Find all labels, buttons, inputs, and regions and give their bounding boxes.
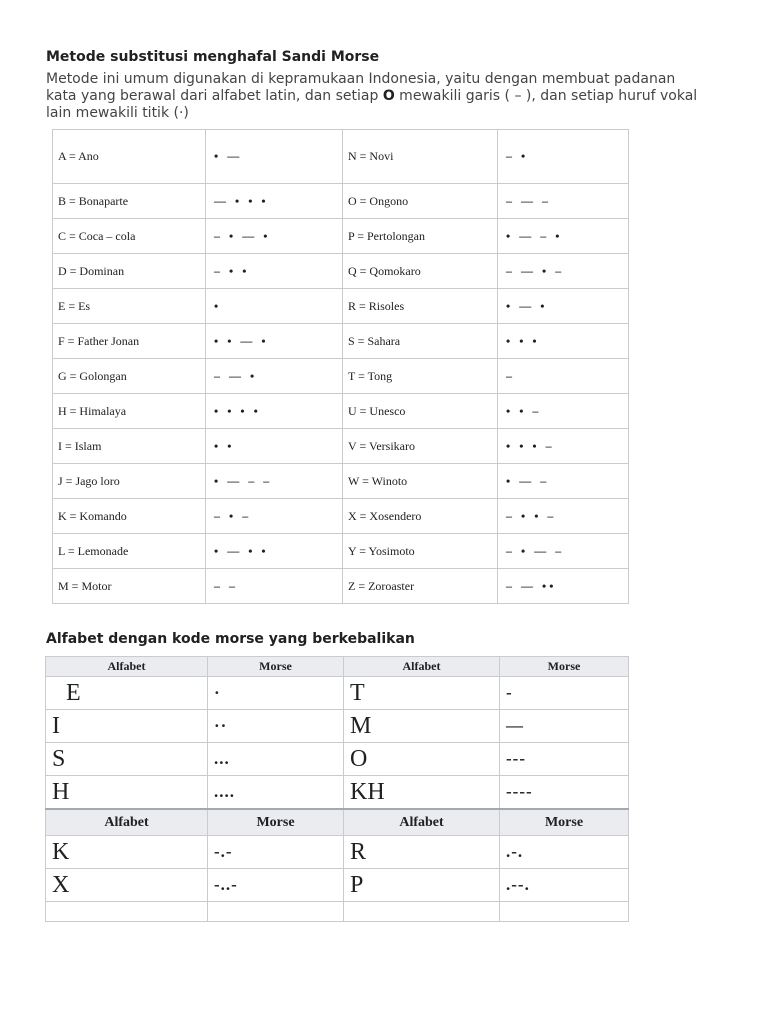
morse-code: – • — • <box>206 219 343 254</box>
morse-cell: .-. <box>500 836 629 869</box>
alphabet-cell: X <box>46 869 208 902</box>
letter-word: N = Novi <box>343 130 498 184</box>
header-morse: Morse <box>208 809 344 836</box>
morse-code: – – <box>206 569 343 604</box>
intro-paragraph <box>46 71 706 122</box>
morse-code: – — – <box>498 184 629 219</box>
morse-code: – <box>498 359 629 394</box>
table-row <box>53 569 629 604</box>
table-row <box>53 429 629 464</box>
alphabet-cell: P <box>344 869 500 902</box>
table-row <box>46 710 629 743</box>
header-alfabet: Alfabet <box>46 657 208 677</box>
alphabet-cell: M <box>344 710 500 743</box>
intro-bold-o: O <box>382 88 395 104</box>
alphabet-cell: H <box>46 776 208 810</box>
morse-cell: - <box>500 677 629 710</box>
table-row <box>53 499 629 534</box>
morse-code: – • • – <box>498 499 629 534</box>
morse-code: – — • <box>206 359 343 394</box>
table-row <box>53 130 629 184</box>
table-row <box>46 869 629 902</box>
table-row <box>53 219 629 254</box>
letter-word: T = Tong <box>343 359 498 394</box>
letter-word: L = Lemonade <box>53 534 206 569</box>
morse-cell: ---- <box>500 776 629 810</box>
alphabet-cell: T <box>344 677 500 710</box>
morse-code: – — • – <box>498 254 629 289</box>
morse-cell: .--. <box>500 869 629 902</box>
letter-word: C = Coca – cola <box>53 219 206 254</box>
letter-word: J = Jago loro <box>53 464 206 499</box>
table-row <box>46 677 629 710</box>
letter-word: U = Unesco <box>343 394 498 429</box>
letter-word: O = Ongono <box>343 184 498 219</box>
morse-code: – — •• <box>498 569 629 604</box>
section-title-substitution: Metode substitusi menghafal Sandi Morse <box>46 49 380 65</box>
empty-cell <box>344 902 500 922</box>
section-title-reverse: Alfabet dengan kode morse yang berkebalikan <box>46 631 415 647</box>
alphabet-cell: KH <box>344 776 500 810</box>
empty-cell <box>46 902 208 922</box>
letter-word: S = Sahara <box>343 324 498 359</box>
morse-code: • — • <box>498 289 629 324</box>
letter-word: M = Motor <box>53 569 206 604</box>
morse-code: • • • • <box>206 394 343 429</box>
header-morse: Morse <box>500 809 629 836</box>
letter-word: H = Himalaya <box>53 394 206 429</box>
morse-cell: .... <box>208 776 344 810</box>
letter-word: W = Winoto <box>343 464 498 499</box>
morse-code: • — – <box>498 464 629 499</box>
table-row <box>53 324 629 359</box>
alphabet-cell: R <box>344 836 500 869</box>
morse-code: • • • – <box>498 429 629 464</box>
alphabet-cell: S <box>46 743 208 776</box>
morse-code: • — – • <box>498 219 629 254</box>
header-alfabet: Alfabet <box>344 657 500 677</box>
morse-code: – • • <box>206 254 343 289</box>
letter-word: G = Golongan <box>53 359 206 394</box>
morse-cell: -.- <box>208 836 344 869</box>
morse-cell: -..- <box>208 869 344 902</box>
table-row <box>46 902 629 922</box>
letter-word: V = Versikaro <box>343 429 498 464</box>
letter-word: A = Ano <box>53 130 206 184</box>
morse-code: – • <box>498 130 629 184</box>
morse-cell: — <box>500 710 629 743</box>
substitution-table <box>52 129 629 604</box>
table-row <box>53 464 629 499</box>
morse-code: • — <box>206 130 343 184</box>
morse-code: • • – <box>498 394 629 429</box>
morse-code: • • <box>206 429 343 464</box>
morse-code: — • • • <box>206 184 343 219</box>
empty-cell <box>208 902 344 922</box>
morse-code: • — – – <box>206 464 343 499</box>
header-row <box>46 657 629 677</box>
letter-word: K = Komando <box>53 499 206 534</box>
intro-text-2: mewakili garis ( – ), dan setiap huruf vokal lain mewakili titik (·) <box>46 88 698 121</box>
morse-code: – • – <box>206 499 343 534</box>
header-morse: Morse <box>500 657 629 677</box>
letter-word: Z = Zoroaster <box>343 569 498 604</box>
reverse-morse-table <box>45 656 629 922</box>
alphabet-cell: I <box>46 710 208 743</box>
letter-word: Q = Qomokaro <box>343 254 498 289</box>
letter-word: I = Islam <box>53 429 206 464</box>
alphabet-cell: K <box>46 836 208 869</box>
alphabet-cell: O <box>344 743 500 776</box>
table-row <box>46 743 629 776</box>
table-row <box>53 184 629 219</box>
table-row <box>53 289 629 324</box>
intro-text-1: Metode ini umum digunakan di kepramukaan Indonesia, yaitu dengan membuat padanan kata yang berawal dari alfabet latin, dan setiap <box>46 71 676 104</box>
header-row <box>46 809 629 836</box>
header-alfabet: Alfabet <box>344 809 500 836</box>
letter-word: P = Pertolongan <box>343 219 498 254</box>
table-row <box>46 776 629 810</box>
table-row <box>53 394 629 429</box>
morse-cell: ... <box>208 743 344 776</box>
letter-word: R = Risoles <box>343 289 498 324</box>
letter-word: X = Xosendero <box>343 499 498 534</box>
header-alfabet: Alfabet <box>46 809 208 836</box>
table-row <box>53 254 629 289</box>
table-row <box>53 534 629 569</box>
morse-cell: · <box>208 677 344 710</box>
morse-cell: --- <box>500 743 629 776</box>
morse-code: • • • <box>498 324 629 359</box>
table-row <box>46 836 629 869</box>
letter-word: B = Bonaparte <box>53 184 206 219</box>
alphabet-cell: E <box>46 677 208 710</box>
letter-word: E = Es <box>53 289 206 324</box>
table-row <box>53 359 629 394</box>
header-morse: Morse <box>208 657 344 677</box>
morse-cell: ·· <box>208 710 344 743</box>
morse-code: • <box>206 289 343 324</box>
letter-word: F = Father Jonan <box>53 324 206 359</box>
morse-code: – • — – <box>498 534 629 569</box>
letter-word: Y = Yosimoto <box>343 534 498 569</box>
letter-word: D = Dominan <box>53 254 206 289</box>
empty-cell <box>500 902 629 922</box>
morse-code: • — • • <box>206 534 343 569</box>
morse-code: • • — • <box>206 324 343 359</box>
